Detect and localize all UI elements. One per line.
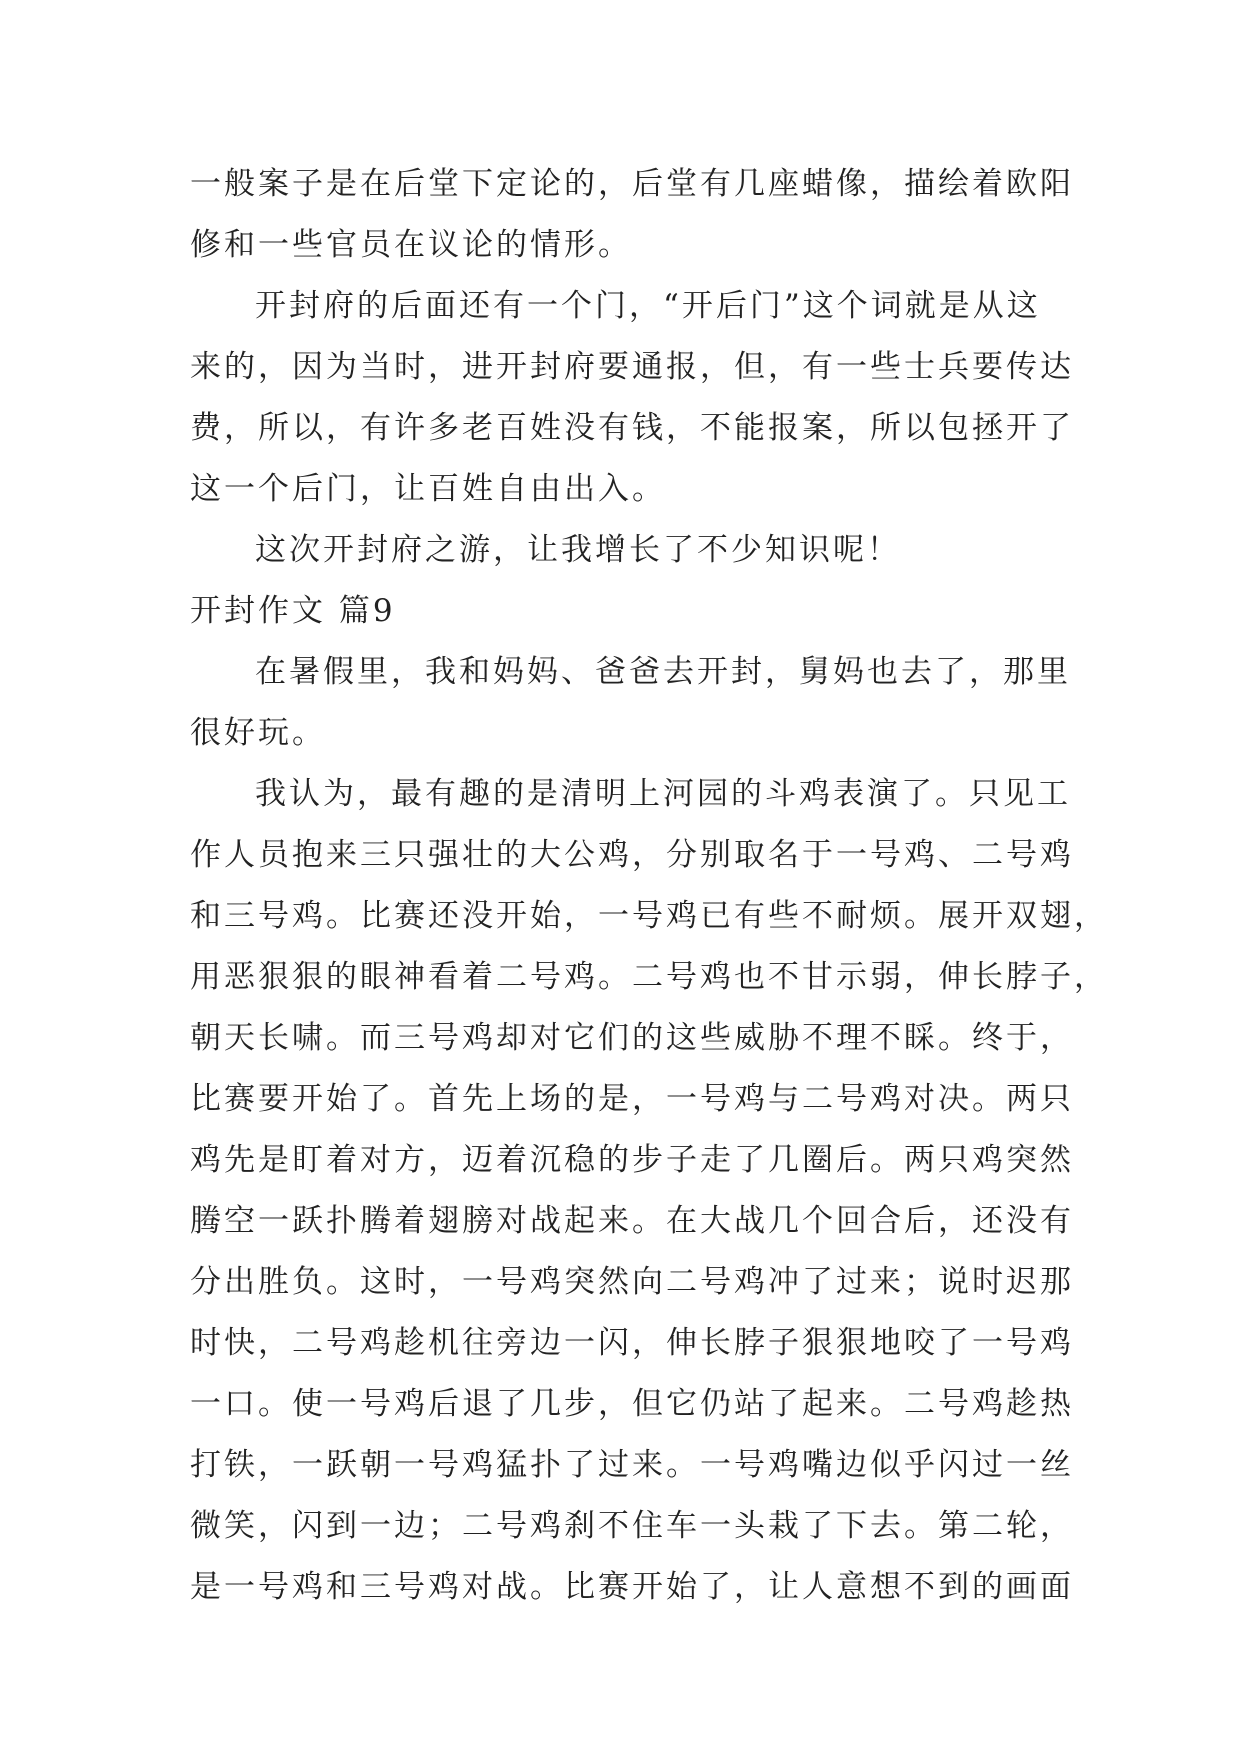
text-line: 和三号鸡。比赛还没开始，一号鸡已有些不耐烦。展开双翅， bbox=[190, 898, 1108, 934]
text-line: 费，所以，有许多老百姓没有钱，不能报案，所以包拯开了 bbox=[190, 410, 1074, 446]
paragraph-start-line: 开封府的后面还有一个门，“开后门”这个词就是从这 bbox=[255, 288, 1041, 324]
text-line: 微笑，闪到一边；二号鸡刹不住车一头栽了下去。第二轮， bbox=[190, 1508, 1074, 1544]
text-line: 分出胜负。这时，一号鸡突然向二号鸡冲了过来；说时迟那 bbox=[190, 1264, 1074, 1300]
text-line: 来的，因为当时，进开封府要通报，但，有一些士兵要传达 bbox=[190, 349, 1074, 385]
text-line: 时快，二号鸡趁机往旁边一闪，伸长脖子狠狠地咬了一号鸡 bbox=[190, 1325, 1074, 1361]
text-line: 一口。使一号鸡后退了几步，但它仍站了起来。二号鸡趁热 bbox=[190, 1386, 1074, 1422]
text-line: 很好玩。 bbox=[190, 715, 326, 751]
paragraph-start-line: 在暑假里，我和妈妈、爸爸去开封，舅妈也去了，那里 bbox=[255, 654, 1071, 690]
text-line: 朝天长啸。而三号鸡却对它们的这些威胁不理不睬。终于， bbox=[190, 1020, 1074, 1056]
text-line: 用恶狠狠的眼神看着二号鸡。二号鸡也不甘示弱，伸长脖子， bbox=[190, 959, 1108, 995]
text-line: 腾空一跃扑腾着翅膀对战起来。在大战几个回合后，还没有 bbox=[190, 1203, 1074, 1239]
text-line: 作人员抱来三只强壮的大公鸡，分别取名于一号鸡、二号鸡 bbox=[190, 837, 1074, 873]
text-line: 一般案子是在后堂下定论的，后堂有几座蜡像，描绘着欧阳 bbox=[190, 166, 1074, 202]
text-line: 比赛要开始了。首先上场的是，一号鸡与二号鸡对决。两只 bbox=[190, 1081, 1074, 1117]
text-line: 鸡先是盯着对方，迈着沉稳的步子走了几圈后。两只鸡突然 bbox=[190, 1142, 1074, 1178]
paragraph-start-line: 我认为，最有趣的是清明上河园的斗鸡表演了。只见工 bbox=[255, 776, 1071, 812]
text-line: 是一号鸡和三号鸡对战。比赛开始了，让人意想不到的画面 bbox=[190, 1569, 1074, 1605]
section-heading: 开封作文 篇9 bbox=[190, 593, 396, 629]
text-line: 这一个后门，让百姓自由出入。 bbox=[190, 471, 666, 507]
text-line: 打铁，一跃朝一号鸡猛扑了过来。一号鸡嘴边似乎闪过一丝 bbox=[190, 1447, 1074, 1483]
paragraph-start-line: 这次开封府之游，让我增长了不少知识呢！ bbox=[255, 532, 901, 568]
text-line: 修和一些官员在议论的情形。 bbox=[190, 227, 632, 263]
